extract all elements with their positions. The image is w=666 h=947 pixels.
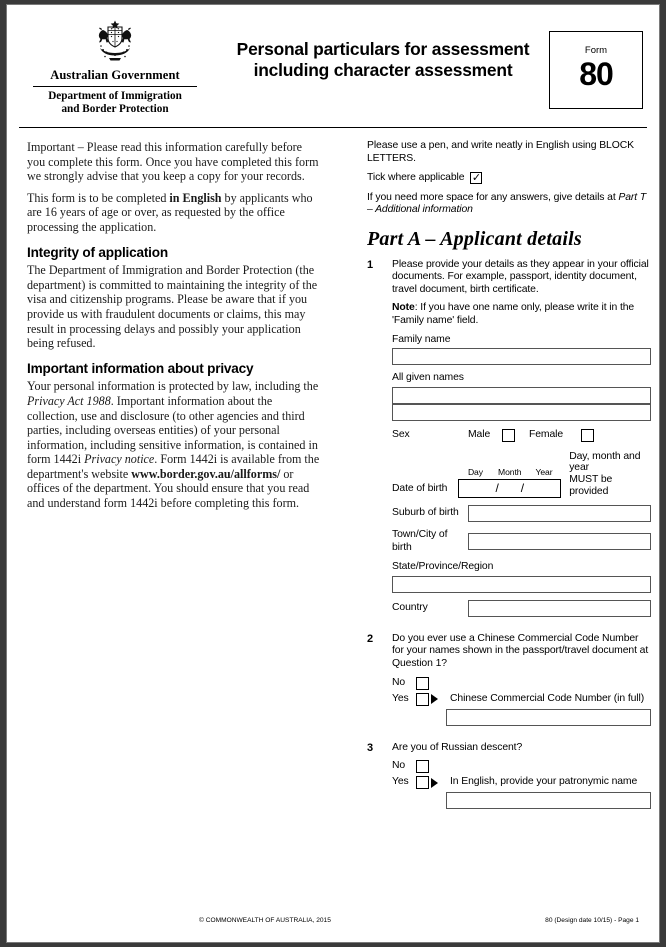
given-names-input-row1[interactable]	[392, 387, 651, 404]
form-title-line1: Personal particulars for assessment	[236, 39, 530, 59]
english-requirement-note: This form is to be completed in English by applicants who are 16 years of age or over, as requested by the office processing the application.	[27, 190, 313, 234]
question-2-no-label: No	[392, 676, 406, 688]
branding-divider	[33, 86, 197, 87]
suburb-of-birth-field	[392, 505, 651, 522]
country-of-birth-field	[392, 600, 651, 617]
question-1-note: Note: If you have one name only, please write it in the 'Family name' field.	[392, 302, 635, 326]
country-of-birth-label: Country	[392, 602, 428, 614]
date-of-birth-field	[392, 451, 651, 498]
question-3-no-label: No	[392, 760, 406, 772]
date-of-birth-note	[569, 451, 651, 498]
form-number: 80	[579, 56, 613, 92]
tick-instruction	[367, 172, 651, 185]
arrow-right-icon	[431, 694, 438, 704]
left-column	[27, 140, 323, 518]
dob-day-header: Day	[467, 466, 483, 477]
question-2-yes-checkbox[interactable]	[416, 693, 429, 706]
family-name-input[interactable]	[392, 348, 651, 365]
arrow-right-icon	[431, 778, 438, 788]
question-2-no-option[interactable]	[392, 677, 651, 690]
town-city-of-birth-input[interactable]	[468, 533, 651, 550]
family-name-label: Family name	[392, 333, 451, 345]
dob-note-line1: Day, month and year	[569, 450, 641, 474]
page-footer	[27, 917, 639, 924]
town-city-of-birth-field	[392, 529, 651, 554]
given-names-label: All given names	[392, 372, 464, 384]
checkmark-icon: ✓	[471, 171, 481, 184]
form-word-label: Form	[584, 45, 608, 56]
privacy-heading: Important information about privacy	[27, 360, 254, 376]
question-2-yes-label: Yes	[392, 692, 409, 704]
integrity-text: The Department of Immigration and Border Protection (the department) is committed to maintaining the integrity of the visa and citizenship programs. Please be aware that if you provide us with fraudulent documents or claims, this may result in processing delays and possibly your application being refused.	[27, 263, 318, 351]
question-3-sub-label: In English, provide your patronymic name	[450, 776, 638, 788]
form-number-box	[549, 31, 643, 109]
given-names-input-row2[interactable]	[392, 404, 651, 421]
pen-instruction: Please use a pen, and write neatly in English using BLOCK LETTERS.	[367, 140, 634, 164]
question-3-no-option[interactable]	[392, 760, 651, 773]
town-city-of-birth-label: Town/City of birth	[392, 529, 448, 553]
question-2-sub-field	[446, 709, 651, 726]
sex-female-label: Female	[529, 428, 564, 440]
question-2-number: 2	[367, 632, 374, 645]
privacy-url[interactable]: www.border.gov.au/allforms/	[131, 466, 281, 481]
question-3	[367, 742, 651, 810]
date-of-birth-headers	[458, 466, 561, 479]
question-1	[367, 259, 651, 617]
state-province-region-label: State/Province/Region	[392, 561, 494, 573]
integrity-heading: Integrity of application	[27, 244, 168, 260]
header-divider	[19, 127, 647, 128]
australian-coat-of-arms-icon	[83, 19, 147, 67]
question-2	[367, 633, 651, 726]
suburb-of-birth-label: Suburb of birth	[392, 507, 459, 519]
question-3-no-checkbox[interactable]	[416, 760, 429, 773]
sex-male-checkbox[interactable]	[502, 429, 515, 442]
dob-separator-2: /	[520, 481, 524, 496]
dob-separator-1: /	[495, 481, 499, 496]
question-3-sub-field	[446, 792, 651, 809]
question-2-yes-option[interactable]	[392, 693, 651, 706]
question-3-number: 3	[367, 741, 374, 754]
question-3-text: Are you of Russian descent?	[392, 741, 523, 753]
dob-year-header: Year	[535, 466, 553, 477]
part-a-heading: Part A – Applicant details	[367, 227, 582, 250]
department-name-line1: Department of Immigration	[48, 90, 182, 102]
government-branding	[27, 19, 203, 116]
form-page	[6, 4, 660, 943]
question-3-yes-checkbox[interactable]	[416, 776, 429, 789]
sex-label: Sex	[392, 428, 410, 440]
question-3-yes-option[interactable]	[392, 776, 651, 789]
sex-male-label: Male	[468, 428, 491, 440]
more-space-instruction: If you need more space for any answers, give details at Part T – Additional information	[367, 191, 647, 216]
question-3-yes-label: Yes	[392, 776, 409, 788]
sex-field	[392, 429, 651, 442]
chinese-commercial-code-input[interactable]	[446, 709, 651, 726]
question-1-text: Please provide your details as they appear in your official documents. For example, passport, identity document, travel document, birth certificate.	[392, 258, 649, 295]
state-province-region-input[interactable]	[392, 576, 651, 593]
right-column	[367, 140, 651, 819]
copyright-notice: © COMMONWEALTH OF AUSTRALIA, 2015	[199, 917, 331, 924]
patronymic-name-input[interactable]	[446, 792, 651, 809]
privacy-text: Your personal information is protected by law, including the Privacy Act 1988. Important information about the collection, use and disclosure (to other agencies and third parties, including overseas entities) of your personal information, including sensitive information, is contained in form 1442i Privacy notice. Form 1442i is available from the department's website www.border.gov.au/allforms/ or offices of the department. You should ensure that you read and understand form 1442i before completing this form.	[27, 379, 320, 511]
sex-female-checkbox[interactable]	[581, 429, 594, 442]
date-of-birth-input[interactable]	[458, 479, 561, 498]
dob-month-header: Month	[498, 466, 522, 477]
form-title-line2: including character assessment	[253, 60, 513, 80]
government-name: Australian Government	[50, 68, 180, 82]
question-2-sub-label: Chinese Commercial Code Number (in full)	[450, 692, 645, 704]
page-header	[19, 17, 647, 123]
dob-note-line2: MUST be provided	[569, 473, 613, 497]
suburb-of-birth-input[interactable]	[468, 505, 651, 522]
question-2-text: Do you ever use a Chinese Commercial Code Number for your names shown in the passport/travel document at Question 1?	[392, 632, 649, 670]
form-title	[215, 39, 551, 81]
country-of-birth-input[interactable]	[468, 600, 651, 617]
important-intro: Important – Please read this information carefully before you complete this form. Once you have completed this form we strongly advise that you keep a copy for your records.	[27, 140, 319, 184]
page-info: 80 (Design date 10/15) - Page 1	[545, 917, 639, 924]
question-2-no-checkbox[interactable]	[416, 677, 429, 690]
question-1-number: 1	[367, 258, 374, 271]
department-name-line2: and Border Protection	[61, 103, 169, 115]
tick-instruction-label: Tick where applicable	[367, 172, 465, 184]
date-of-birth-label: Date of birth	[392, 482, 448, 494]
